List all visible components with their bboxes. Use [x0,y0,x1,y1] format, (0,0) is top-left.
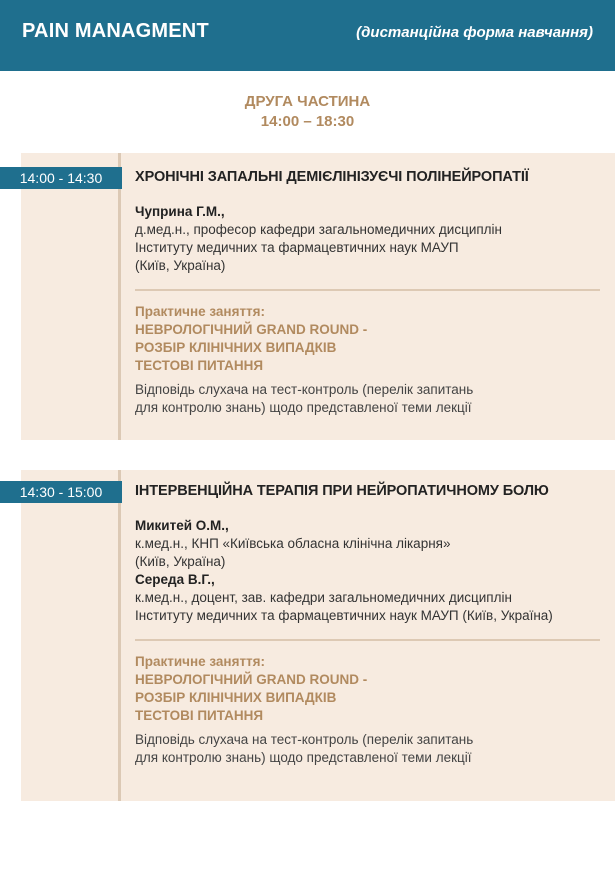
speaker-affiliation-line: к.мед.н., доцент, зав. кафедри загальномедичних дисциплін [135,590,512,605]
speaker-affiliation-line: (Київ, Україна) [135,554,226,569]
session-content [135,169,609,417]
part-time: 14:00 – 18:30 [260,113,355,130]
session-time-badge: 14:00 - 14:30 [0,167,122,189]
session-content [135,483,609,767]
session-block-2 [21,470,615,801]
session-time-badge: 14:30 - 15:00 [0,481,122,503]
timeline-divider [118,470,121,801]
part-title: ДРУГА ЧАСТИНА [244,93,371,110]
timeline-divider [118,153,121,440]
section-divider [135,639,600,641]
practical-title-line: НЕВРОЛОГІЧНИЙ GRAND ROUND - [135,322,368,337]
session-topic: ІНТЕРВЕНЦІЙНА ТЕРАПІЯ ПРИ НЕЙРОПАТИЧНОМУ БОЛЮ [135,483,549,499]
speaker-affiliation-line: д.мед.н., професор кафедри загальномедичних дисциплін [135,222,503,237]
practical-label: Практичне заняття: [135,654,266,669]
practical-title-line: НЕВРОЛОГІЧНИЙ GRAND ROUND - [135,672,368,687]
speaker-name: Середа В.Г., [135,572,215,587]
page-title: PAIN MANAGMENT [22,20,209,42]
practical-description-line: для контролю знань) щодо представленої теми лекції [135,750,472,765]
practical-title-line: ТЕСТОВІ ПИТАННЯ [135,358,264,373]
practical-title-line: ТЕСТОВІ ПИТАННЯ [135,708,264,723]
practical-description-line: для контролю знань) щодо представленої теми лекції [135,400,472,415]
session-topic: ХРОНІЧНІ ЗАПАЛЬНІ ДЕМІЄЛІНІЗУЄЧІ ПОЛІНЕЙРОПАТІЇ [135,169,529,185]
practical-title-line: РОЗБІР КЛІНІЧНИХ ВИПАДКІВ [135,340,337,355]
speaker-affiliation-line: (Київ, Україна) [135,258,226,273]
speaker-name: Чуприна Г.М., [135,204,225,219]
speaker-name: Микитей О.М., [135,518,229,533]
practical-description-line: Відповідь слухача на тест-контроль (перелік запитань [135,732,474,747]
practical-description-line: Відповідь слухача на тест-контроль (перелік запитань [135,382,474,397]
part-heading [0,92,615,132]
speaker-affiliation-line: Інституту медичних та фармацевтичних наук МАУП (Київ, Україна) [135,608,553,623]
practical-title-line: РОЗБІР КЛІНІЧНИХ ВИПАДКІВ [135,690,337,705]
section-divider [135,289,600,291]
page-header [0,0,615,71]
practical-label: Практичне заняття: [135,304,266,319]
speaker-affiliation-line: Інституту медичних та фармацевтичних наук МАУП [135,240,459,255]
page-subtitle: (дистанційна форма навчання) [356,24,593,41]
speaker-affiliation-line: к.мед.н., КНП «Київська обласна клінічна лікарня» [135,536,451,551]
session-block-1 [21,153,615,440]
